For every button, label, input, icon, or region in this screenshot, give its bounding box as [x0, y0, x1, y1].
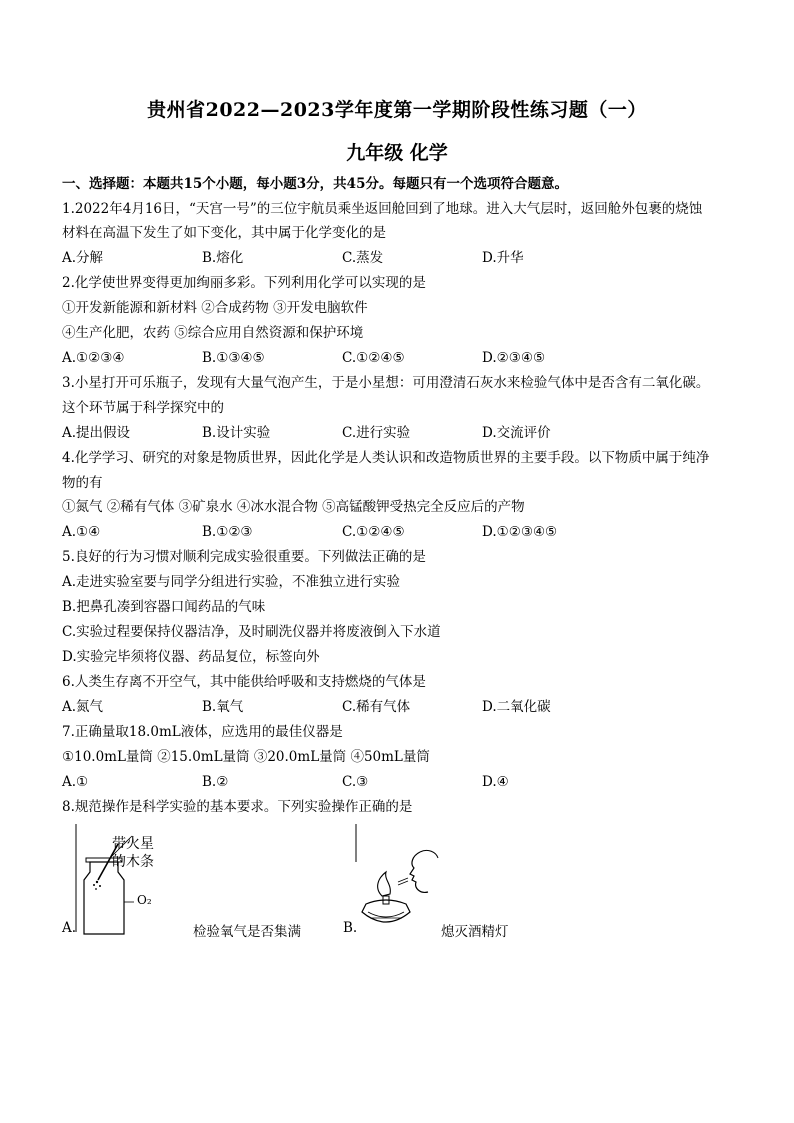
- option-d: D.二氧化碳: [482, 699, 551, 715]
- option-b: B.把鼻孔凑到容器口闻药品的气味: [62, 599, 266, 615]
- question-line: 这个环节属于科学探究中的: [62, 400, 224, 416]
- exam-subtitle: 九年级 化学: [346, 142, 448, 164]
- question-line: ①氮气 ②稀有气体 ③矿泉水 ④冰水混合物 ⑤高锰酸钾受热完全反应后的产物: [62, 499, 525, 515]
- figure-caption: 熄灭酒精灯: [441, 924, 509, 940]
- option-c: C.①②④⑤: [342, 524, 405, 540]
- option-d: D.实验完毕须将仪器、药品复位，标签向外: [62, 649, 320, 665]
- question-line: 3.小星打开可乐瓶子，发现有大量气泡产生，于是小星想：可用澄清石灰水来检验气体中是否含有二氧化碳。: [62, 375, 710, 391]
- face-profile: [410, 852, 428, 892]
- option-a: A.走进实验室要与同学分组进行实验，不准独立进行实验: [62, 574, 401, 590]
- figure-caption: 检验氧气是否集满: [193, 924, 301, 940]
- option-a: A.氮气: [62, 699, 104, 715]
- option-a: A.: [62, 920, 77, 936]
- flame: [378, 872, 391, 896]
- option-b: B.设计实验: [202, 425, 271, 441]
- question-line: ④生产化肥，农药 ⑤综合应用自然资源和保护环境: [62, 325, 364, 341]
- alcohol-lamp: [362, 900, 410, 922]
- question-line: 材料在高温下发生了如下变化，其中属于化学变化的是: [62, 225, 386, 241]
- option-a: A.①②③④: [62, 350, 125, 366]
- option-d: D.②③④⑤: [482, 350, 546, 366]
- question-line: 物的有: [62, 475, 103, 491]
- option-c: C.实验过程要保持仪器洁净，及时刷洗仪器并将废液倒入下水道: [62, 624, 441, 640]
- question-line: 8.规范操作是科学实验的基本要求。下列实验操作正确的是: [62, 799, 413, 815]
- option-b: B.: [343, 920, 358, 936]
- exam-title: 贵州省2022—2023学年度第一学期阶段性练习题（一）: [147, 99, 647, 121]
- splint-label: 的木条: [112, 854, 154, 870]
- alcohol-lamp-figure: [350, 822, 450, 937]
- gas-jar: [84, 862, 124, 934]
- question-line: 7.正确量取18.0mL液体，应选用的最佳仪器是: [62, 724, 343, 740]
- question-line: 6.人类生存离不开空气，其中能供给呼吸和支持燃烧的气体是: [62, 674, 426, 690]
- question-line: 1.2022年4月16日，“天宫一号”的三位宇航员乘坐返回舱回到了地球。进入大气层时，返回舱外包裹的烧蚀: [62, 201, 703, 217]
- question-line: ①10.0mL量筒 ②15.0mL量筒 ③20.0mL量筒 ④50mL量筒: [62, 749, 430, 765]
- splint-label: 带火星: [112, 836, 154, 852]
- question-line: ①开发新能源和新材料 ②合成药物 ③开发电脑软件: [62, 300, 368, 316]
- option-b: B.①③④⑤: [202, 350, 265, 366]
- option-d: D.④: [482, 774, 509, 790]
- option-b: B.②: [202, 774, 229, 790]
- option-b: B.氧气: [202, 699, 244, 715]
- option-d: D.①②③④⑤: [482, 524, 558, 540]
- option-a: A.提出假设: [62, 425, 131, 441]
- oxygen-label: O₂: [137, 893, 152, 907]
- question-line: 4.化学学习、研究的对象是物质世界，因此化学是人类认识和改造物质世界的主要手段。以下物质中属于纯净: [62, 450, 710, 466]
- option-c: C.进行实验: [342, 425, 411, 441]
- question-line: 2.化学使世界变得更加绚丽多彩。下列利用化学可以实现的是: [62, 275, 426, 291]
- option-a: A.分解: [62, 250, 104, 266]
- option-a: A.①: [62, 774, 89, 790]
- option-c: C.稀有气体: [342, 699, 411, 715]
- option-b: B.①②③: [202, 524, 253, 540]
- question-line: 5.良好的行为习惯对顺利完成实验很重要。下列做法正确的是: [62, 549, 426, 565]
- option-c: C.①②④⑤: [342, 350, 405, 366]
- option-c: C.蒸发: [342, 250, 384, 266]
- option-d: D.升华: [482, 250, 524, 266]
- option-a: A.①④: [62, 524, 101, 540]
- section-heading: 一、选择题：本题共15个小题，每小题3分，共45分。每题只有一个选项符合题意。: [62, 176, 568, 192]
- option-d: D.交流评价: [482, 425, 551, 441]
- option-c: C.③: [342, 774, 369, 790]
- option-b: B.熔化: [202, 250, 244, 266]
